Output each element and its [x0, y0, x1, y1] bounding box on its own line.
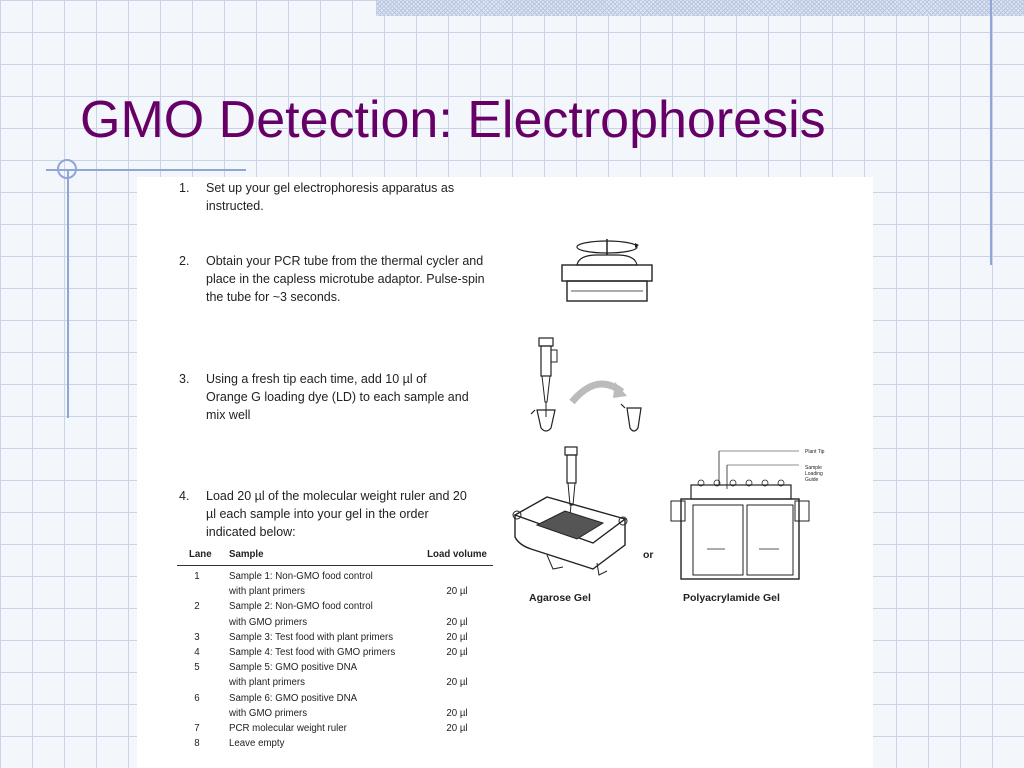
agarose-gel-figure [507, 445, 632, 585]
sample-cell: with GMO primers [229, 707, 308, 719]
volume-cell: 20 µl [446, 707, 468, 719]
sample-cell: Sample 6: GMO positive DNA [229, 692, 358, 704]
step-number: 1. [179, 181, 190, 195]
table-row [177, 691, 493, 706]
volume-cell: 20 µl [446, 677, 468, 689]
slide-title: GMO Detection: Electrophoresis [80, 91, 826, 149]
decorative-top-band [376, 0, 1024, 16]
volume-cell: 20 µl [446, 646, 468, 658]
volume-cell: 20 µl [446, 631, 468, 643]
sample-cell: Sample 1: Non-GMO food control [229, 571, 373, 582]
sample-cell: with GMO primers [229, 616, 308, 628]
or-label: or [643, 549, 654, 561]
callout-loading: Loading [805, 471, 823, 477]
sample-cell: Sample 3: Test food with plant primers [229, 631, 394, 643]
table-row [177, 569, 493, 584]
header-volume: Load volume [427, 549, 487, 560]
sample-cell: Sample 2: Non-GMO food control [229, 601, 373, 613]
sample-cell: Leave empty [229, 738, 285, 750]
lane-table [177, 549, 493, 751]
table-row [177, 599, 493, 614]
step-text: Set up your gel electrophoresis apparatus as instructed. [206, 181, 455, 213]
table-row [177, 706, 493, 721]
polyacrylamide-gel-figure [667, 445, 847, 585]
volume-cell: 20 µl [446, 586, 468, 598]
step-number: 4. [179, 489, 190, 503]
sample-cell: PCR molecular weight ruler [229, 722, 347, 734]
sample-cell: Sample 4: Test food with GMO primers [229, 646, 396, 658]
pipette-mixing-figure [527, 332, 657, 437]
lane-cell: 8 [194, 738, 200, 750]
lane-cell: 6 [194, 692, 200, 704]
sample-cell: with plant primers [229, 677, 305, 689]
step-text: Load 20 µl of the molecular weight ruler and 20 µl each sample into your gel in the order indicated below: [206, 489, 467, 539]
callout-sample: Sample [805, 465, 822, 471]
table-row [177, 615, 493, 630]
lane-cell: 7 [194, 722, 200, 734]
agarose-gel-caption: Agarose Gel [529, 592, 591, 604]
protocol-panel [137, 177, 873, 768]
sample-cell: with plant primers [229, 586, 305, 598]
callout-plant-tip: Plant Tip [805, 449, 825, 455]
decorative-right-rule [990, 0, 992, 265]
lane-cell: 4 [194, 646, 200, 658]
decorative-left-rule [67, 170, 69, 418]
callout-guide: Guide [805, 477, 819, 483]
table-row [177, 584, 493, 599]
volume-cell: 20 µl [446, 616, 468, 628]
step-number: 3. [179, 372, 190, 386]
header-sample: Sample [229, 549, 264, 560]
decorative-circle-mark [57, 159, 77, 179]
step-number: 2. [179, 254, 190, 268]
polyacrylamide-gel-caption: Polyacrylamide Gel [683, 592, 780, 604]
sample-cell: Sample 5: GMO positive DNA [229, 662, 358, 674]
table-row [177, 660, 493, 675]
volume-cell: 20 µl [446, 722, 468, 734]
header-lane: Lane [189, 549, 212, 560]
centrifuge-figure [557, 235, 657, 305]
table-row [177, 645, 493, 660]
step-text: Using a fresh tip each time, add 10 µl of Orange G loading dye (LD) to each sample and mix well [206, 372, 469, 422]
table-row [177, 721, 493, 736]
lane-cell: 3 [194, 631, 200, 643]
table-row [177, 736, 493, 751]
lane-cell: 2 [194, 601, 200, 613]
table-row [177, 630, 493, 645]
table-row [177, 675, 493, 690]
lane-cell: 5 [194, 662, 200, 674]
lane-cell: 1 [194, 571, 200, 582]
table-header [177, 549, 493, 566]
step-text: Obtain your PCR tube from the thermal cycler and place in the capless microtube adaptor. Pulse-spin the tube for ~3 seconds. [206, 254, 485, 304]
